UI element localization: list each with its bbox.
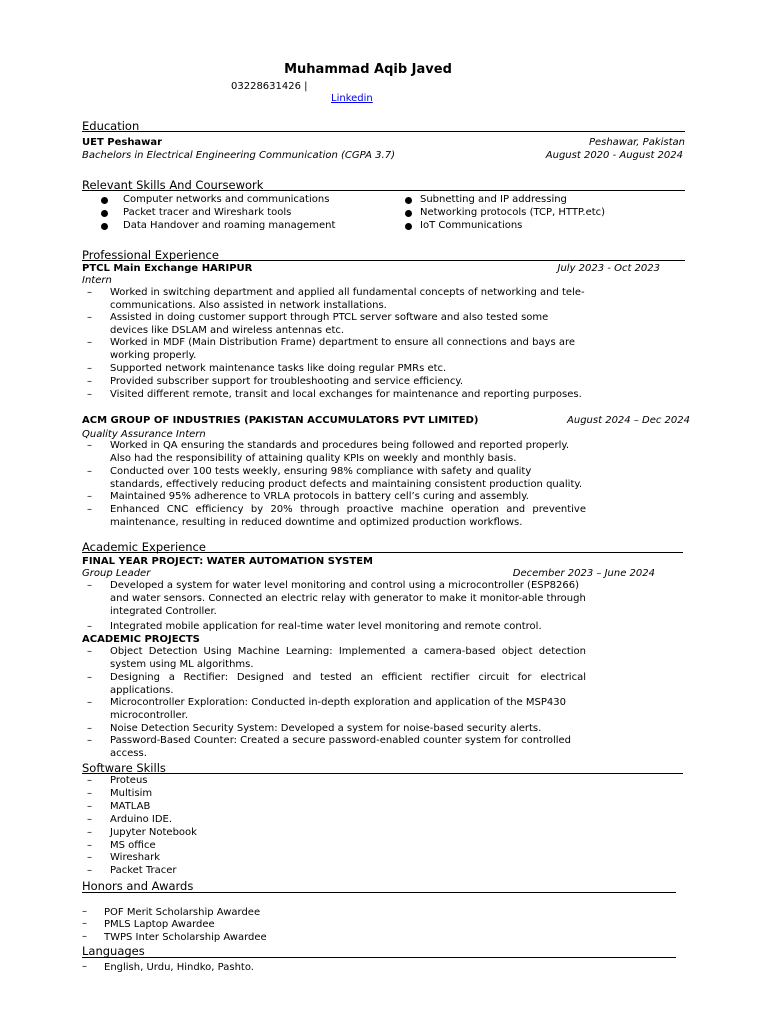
dash-icon: – xyxy=(87,827,92,838)
job-bullet: Assisted in doing customer support through PTCL server software and also tested some devices like DSLAM and wireless antennas etc. xyxy=(110,312,549,336)
dash-icon: – xyxy=(87,621,92,632)
academic-project: Noise Detection Security System: Developed a system for noise-based security alerts. xyxy=(110,723,542,734)
honor-item: POF Merit Scholarship Awardee xyxy=(104,907,261,918)
job-bullet: Worked in switching department and applied all fundamental concepts of networking and tele-communications. Also assisted in network installations. xyxy=(110,287,585,311)
software-item: Proteus xyxy=(110,775,148,786)
honor-item: PMLS Laptop Awardee xyxy=(104,919,215,930)
degree: Bachelors in Electrical Engineering Communication (CGPA 3.7) xyxy=(82,150,395,161)
dash-icon: – xyxy=(87,466,92,477)
dash-icon: – xyxy=(87,697,92,708)
experience-heading: Professional Experience xyxy=(82,248,219,262)
job-role: Quality Assurance Intern xyxy=(82,429,206,440)
project-role: Group Leader xyxy=(82,568,151,579)
dash-icon: – xyxy=(82,918,87,929)
job-bullet: Conducted over 100 tests weekly, ensuring 98% compliance with safety and quality standards, effectively reducing product defects and maintaining consistent production quality. xyxy=(110,466,583,490)
skill-item: IoT Communications xyxy=(420,220,523,231)
education-divider xyxy=(82,131,685,132)
software-item: Jupyter Notebook xyxy=(110,827,197,838)
languages-heading: Languages xyxy=(82,944,145,958)
school-name: UET Peshawar xyxy=(82,137,163,148)
academic-project: Object Detection Using Machine Learning: Implemented a camera-based object detection system using ML algorithms. xyxy=(110,646,586,670)
honor-item: TWPS Inter Scholarship Awardee xyxy=(104,932,267,943)
project-dates: December 2023 – June 2024 xyxy=(512,568,655,579)
education-heading: Education xyxy=(82,119,140,133)
skills-heading: Relevant Skills And Coursework xyxy=(82,178,264,192)
job-bullet: Provided subscriber support for troubleshooting and service efficiency. xyxy=(110,376,464,387)
software-item: MS office xyxy=(110,840,156,851)
dash-icon: – xyxy=(87,363,92,374)
software-item: Wireshark xyxy=(110,852,161,863)
skill-item: Data Handover and roaming management xyxy=(123,220,336,231)
dash-icon: – xyxy=(87,376,92,387)
honors-divider xyxy=(82,892,676,893)
job-bullet: Visited different remote, transit and local exchanges for maintenance and reporting purposes. xyxy=(110,389,582,400)
dash-icon: – xyxy=(87,735,92,746)
dash-icon: – xyxy=(87,801,92,812)
skill-item: Networking protocols (TCP, HTTP.etc) xyxy=(420,207,606,218)
bullet-icon xyxy=(101,210,108,217)
education-dates: August 2020 - August 2024 xyxy=(545,150,683,161)
academic-projects-title: ACADEMIC PROJECTS xyxy=(82,634,200,645)
phone-number: 03228631426 | xyxy=(231,81,308,92)
dash-icon: – xyxy=(87,646,92,657)
dash-icon: – xyxy=(87,337,92,348)
software-item: Packet Tracer xyxy=(110,865,177,876)
software-divider xyxy=(82,773,683,774)
dash-icon: – xyxy=(87,788,92,799)
academic-project: Password-Based Counter: Created a secure password-enabled counter system for controlled access. xyxy=(110,735,572,759)
software-item: MATLAB xyxy=(110,801,151,812)
experience-divider xyxy=(82,260,685,261)
skills-divider xyxy=(82,190,685,191)
dash-icon: – xyxy=(82,961,87,972)
dash-icon: – xyxy=(87,440,92,451)
academic-project: Designing a Rectifier: Designed and tested an efficient rectifier circuit for electrical applications. xyxy=(110,672,586,696)
language-item: English, Urdu, Hindko, Pashto. xyxy=(104,962,254,973)
bullet-icon xyxy=(405,210,412,217)
dash-icon: – xyxy=(87,580,92,591)
linkedin-link[interactable]: Linkedin xyxy=(331,93,373,104)
dash-icon: – xyxy=(87,814,92,825)
bullet-icon xyxy=(101,223,108,230)
dash-icon: – xyxy=(82,931,87,942)
dash-icon: – xyxy=(87,672,92,683)
skill-item: Computer networks and communications xyxy=(123,194,330,205)
dash-icon: – xyxy=(87,491,92,502)
dash-icon: – xyxy=(82,906,87,917)
dash-icon: – xyxy=(87,865,92,876)
honors-heading: Honors and Awards xyxy=(82,879,194,893)
job-bullet: Supported network maintenance tasks like doing regular PMRs etc. xyxy=(110,363,447,374)
project-title: FINAL YEAR PROJECT: WATER AUTOMATION SYSTEM xyxy=(82,556,373,567)
dash-icon: – xyxy=(87,389,92,400)
academic-divider xyxy=(82,552,683,553)
school-location: Peshawar, Pakistan xyxy=(588,137,685,148)
skill-item: Subnetting and IP addressing xyxy=(420,194,567,205)
job-role: Intern xyxy=(82,275,112,286)
dash-icon: – xyxy=(87,504,92,515)
software-heading: Software Skills xyxy=(82,761,166,775)
job-bullet: Maintained 95% adherence to VRLA protocols in battery cell’s curing and assembly. xyxy=(110,491,529,502)
dash-icon: – xyxy=(87,840,92,851)
dash-icon: – xyxy=(87,312,92,323)
bullet-icon xyxy=(405,197,412,204)
software-item: Arduino IDE. xyxy=(110,814,173,825)
job-bullet: Worked in MDF (Main Distribution Frame) department to ensure all connections and bays are working properly. xyxy=(110,337,576,361)
academic-project: Microcontroller Exploration: Conducted in-depth exploration and application of the MSP430 microcontroller. xyxy=(110,697,566,721)
job-dates: August 2024 – Dec 2024 xyxy=(567,415,690,426)
job-company: ACM GROUP OF INDUSTRIES (PAKISTAN ACCUMULATORS PVT LIMITED) xyxy=(82,415,479,426)
job-company: PTCL Main Exchange HARIPUR xyxy=(82,263,253,274)
job-dates: July 2023 - Oct 2023 xyxy=(557,263,660,274)
project-bullet: Developed a system for water level monitoring and control using a microcontroller (ESP8266) and water sensors. Connected an electric relay with generator to make it monitor-able through integrated Controller. xyxy=(110,580,586,617)
job-bullet: Enhanced CNC efficiency by 20% through proactive machine operation and preventive maintenance, resulting in reduced downtime and optimized production workflows. xyxy=(110,504,586,528)
dash-icon: – xyxy=(87,287,92,298)
candidate-name: Muhammad Aqib Javed xyxy=(284,62,452,77)
bullet-icon xyxy=(101,197,108,204)
skill-item: Packet tracer and Wireshark tools xyxy=(123,207,292,218)
software-item: Multisim xyxy=(110,788,153,799)
dash-icon: – xyxy=(87,723,92,734)
dash-icon: – xyxy=(87,775,92,786)
dash-icon: – xyxy=(87,852,92,863)
job-bullet: Worked in QA ensuring the standards and procedures being followed and reported properly. Also had the responsibility of attaining quality KPIs on weekly and monthly basis. xyxy=(110,440,570,464)
project-bullet: Integrated mobile application for real-time water level monitoring and remote control. xyxy=(110,621,542,632)
bullet-icon xyxy=(405,223,412,230)
academic-heading: Academic Experience xyxy=(82,540,206,554)
languages-divider xyxy=(82,957,676,958)
